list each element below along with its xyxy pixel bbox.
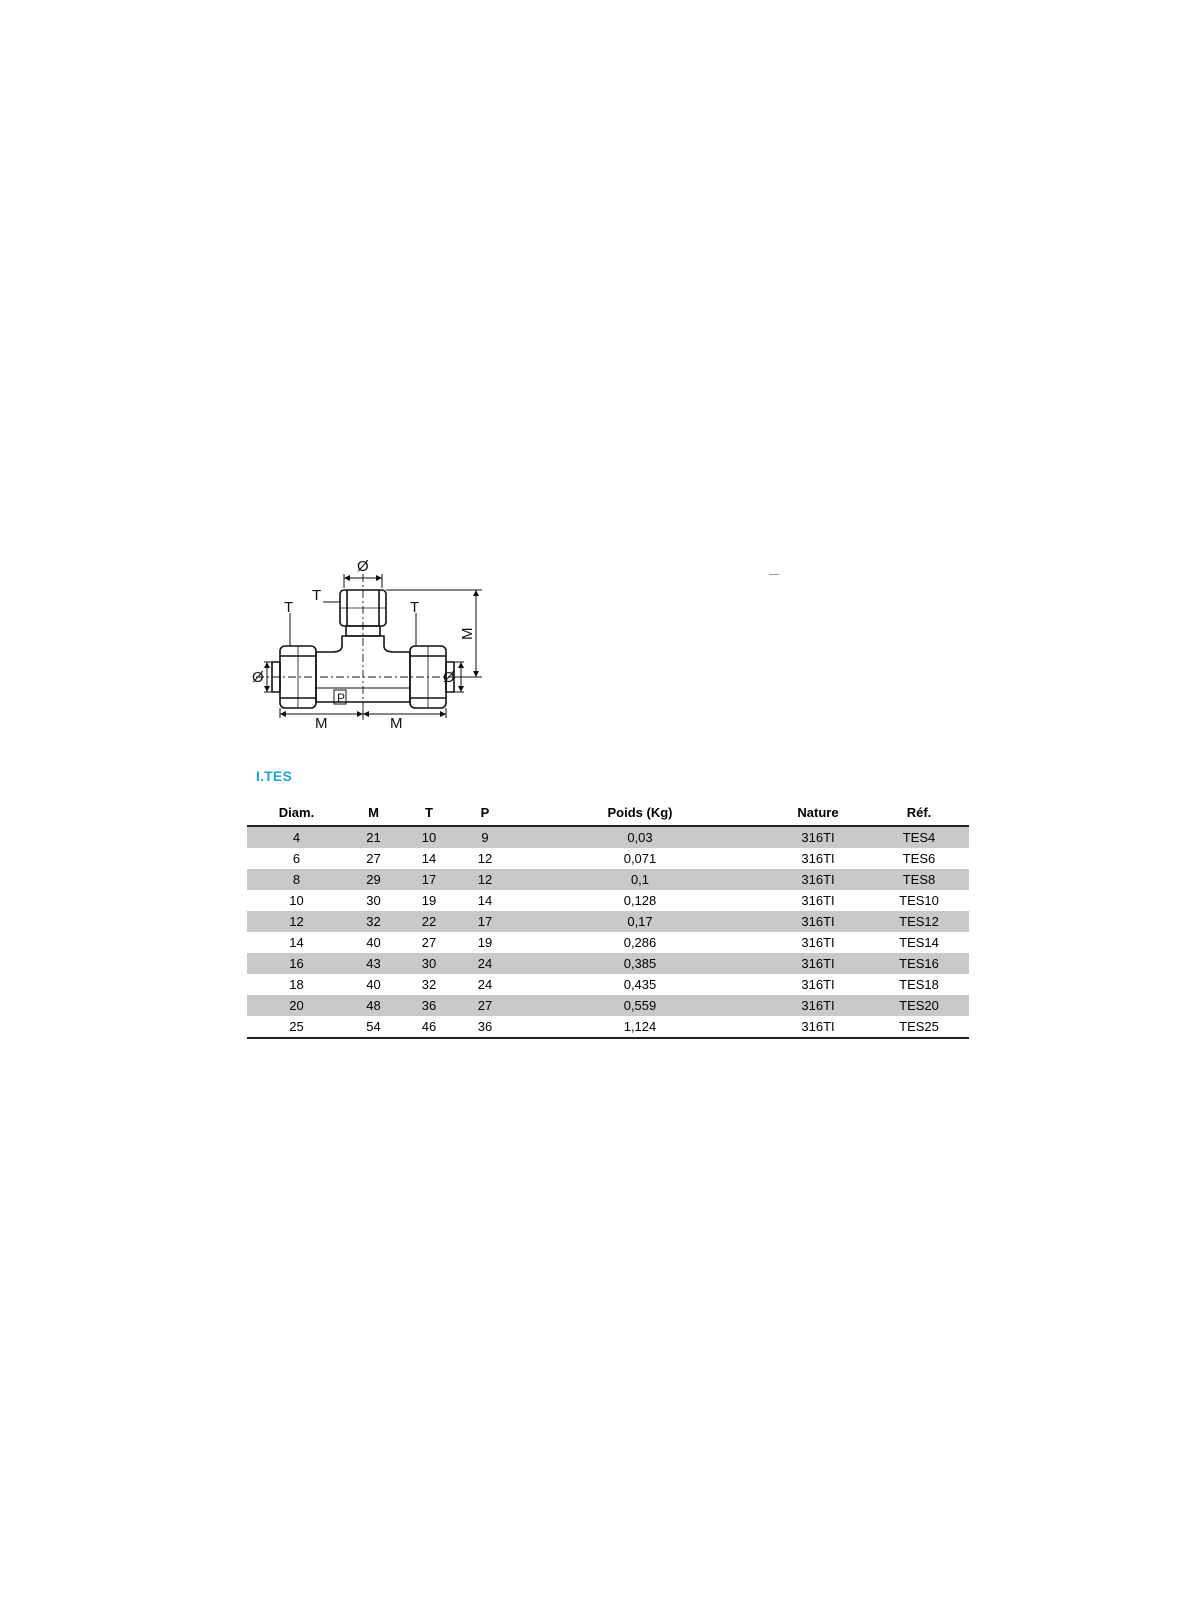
cell-diam: 10 xyxy=(289,893,304,908)
table-row xyxy=(247,995,969,1016)
header-poids: Poids (Kg) xyxy=(513,800,767,826)
diameter-left-label: Ø xyxy=(252,669,264,686)
cell-m: 27 xyxy=(366,851,381,866)
cell-p: 9 xyxy=(457,826,513,848)
cell-ref: TES18 xyxy=(899,977,939,992)
cell-poids: 0,559 xyxy=(513,995,767,1016)
cell-poids: 0,03 xyxy=(513,826,767,848)
cell-ref: TES20 xyxy=(869,995,969,1016)
cell-m: 54 xyxy=(346,1016,401,1038)
cell-m: 30 xyxy=(366,893,381,908)
cell-ref: TES25 xyxy=(869,1016,969,1038)
cell-ref: TES6 xyxy=(902,851,936,866)
dimensions-table-wrapper xyxy=(247,800,969,1039)
cell-m: 48 xyxy=(346,995,401,1016)
cell-p: 19 xyxy=(477,935,493,950)
header-nature: Nature xyxy=(767,800,869,826)
section-title: I.TES xyxy=(256,768,293,784)
header-p: P xyxy=(457,800,513,826)
cell-m: 40 xyxy=(366,977,381,992)
cell-p: 24 xyxy=(457,953,513,974)
table-row xyxy=(247,974,969,995)
cell-poids: 0,286 xyxy=(623,935,657,950)
table-header-row xyxy=(247,800,969,826)
stray-mark xyxy=(769,574,779,575)
table-row xyxy=(247,869,969,890)
cell-diam: 16 xyxy=(247,953,346,974)
cell-nature: 316TI xyxy=(801,977,835,992)
cell-m: 32 xyxy=(346,911,401,932)
cell-nature: 316TI xyxy=(767,869,869,890)
cell-diam: 8 xyxy=(247,869,346,890)
cell-poids: 1,124 xyxy=(513,1016,767,1038)
cell-m: 29 xyxy=(346,869,401,890)
table-row xyxy=(247,848,969,869)
cell-nature: 316TI xyxy=(801,893,835,908)
tee-fitting-drawing xyxy=(250,560,500,740)
cell-p: 17 xyxy=(457,911,513,932)
cell-t: 14 xyxy=(421,851,437,866)
header-diam: Diam. xyxy=(247,800,346,826)
t-top-label: T xyxy=(312,587,322,604)
cell-poids: 0,071 xyxy=(623,851,657,866)
cell-diam: 6 xyxy=(292,851,301,866)
cell-ref: TES12 xyxy=(869,911,969,932)
cell-t: 19 xyxy=(421,893,437,908)
table-row xyxy=(247,826,969,848)
cell-m: 40 xyxy=(366,935,381,950)
cell-ref: TES10 xyxy=(899,893,939,908)
cell-p: 12 xyxy=(477,851,493,866)
cell-poids: 0,17 xyxy=(513,911,767,932)
cell-t: 10 xyxy=(401,826,457,848)
t-left-label: T xyxy=(284,599,294,616)
cell-nature: 316TI xyxy=(767,911,869,932)
cell-p: 24 xyxy=(477,977,493,992)
cell-nature: 316TI xyxy=(767,1016,869,1038)
table-row xyxy=(247,911,969,932)
table-row xyxy=(247,932,969,953)
cell-ref: TES4 xyxy=(869,826,969,848)
m-vertical-label: M xyxy=(459,627,476,640)
cell-diam: 20 xyxy=(247,995,346,1016)
dimensions-table xyxy=(247,800,969,1039)
cell-ref: TES14 xyxy=(899,935,939,950)
cell-diam: 14 xyxy=(289,935,304,950)
cell-m: 43 xyxy=(346,953,401,974)
cell-poids: 0,1 xyxy=(513,869,767,890)
header-ref: Réf. xyxy=(869,800,969,826)
header-m: M xyxy=(346,800,401,826)
t-right-label: T xyxy=(410,599,420,616)
cell-poids: 0,385 xyxy=(513,953,767,974)
m-right-label: M xyxy=(390,715,403,732)
cell-poids: 0,435 xyxy=(623,977,657,992)
cell-nature: 316TI xyxy=(767,826,869,848)
cell-diam: 25 xyxy=(247,1016,346,1038)
p-label: P xyxy=(337,691,346,705)
cell-p: 27 xyxy=(457,995,513,1016)
diameter-top-label: Ø xyxy=(357,560,369,575)
cell-t: 27 xyxy=(421,935,437,950)
cell-p: 36 xyxy=(457,1016,513,1038)
cell-t: 30 xyxy=(401,953,457,974)
cell-ref: TES16 xyxy=(869,953,969,974)
cell-poids: 0,128 xyxy=(623,893,657,908)
cell-p: 12 xyxy=(457,869,513,890)
cell-diam: 18 xyxy=(289,977,304,992)
table-row xyxy=(247,890,969,911)
m-left-label: M xyxy=(315,715,328,732)
cell-nature: 316TI xyxy=(767,995,869,1016)
cell-t: 36 xyxy=(401,995,457,1016)
cell-p: 14 xyxy=(477,893,493,908)
diameter-right-label: Ø xyxy=(443,669,455,686)
header-t: T xyxy=(401,800,457,826)
table-row xyxy=(247,1016,969,1038)
cell-diam: 12 xyxy=(247,911,346,932)
cell-ref: TES8 xyxy=(869,869,969,890)
cell-nature: 316TI xyxy=(801,851,835,866)
cell-nature: 316TI xyxy=(767,953,869,974)
cell-t: 46 xyxy=(401,1016,457,1038)
tee-fitting-svg xyxy=(250,560,500,740)
table-row xyxy=(247,953,969,974)
cell-m: 21 xyxy=(346,826,401,848)
cell-t: 17 xyxy=(401,869,457,890)
cell-nature: 316TI xyxy=(801,935,835,950)
cell-diam: 4 xyxy=(247,826,346,848)
cell-t: 22 xyxy=(401,911,457,932)
cell-t: 32 xyxy=(421,977,437,992)
